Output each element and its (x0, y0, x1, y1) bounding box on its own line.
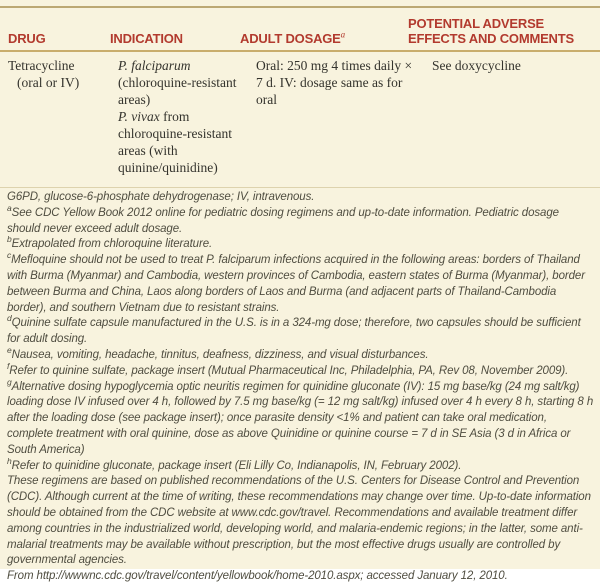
cell-adult-dosage (256, 57, 432, 187)
cell-adverse-effects (432, 57, 596, 187)
indication-text: from chloroquine-resistant areas (with quinine/quinidine) (118, 109, 232, 175)
footnote-marker: h (7, 455, 12, 466)
footnote: $^f$Refer to quinine sulfate, package insert (Mutual Pharmaceutical Inc, Philadelphia, PA, Rev 08, November 2009). (7, 360, 569, 377)
footnote: $^h$Refer to quinidine gluconate, package insert (Eli Lilly Co, Indianapolis, IN, February 2002). (7, 455, 462, 472)
adverse-text: See doxycycline (432, 58, 521, 73)
footnote: $^c$Mefloquine should not be used to treat P. falciparum infections acquired in the following areas: borders of Thailand with Burma (Myanmar) and Cambodia, western provinces of Cambodia, eastern states of Burma (Myanmar), border between Burma and China, Laos along borders of Laos and Burma (and adjacent parts of Thailand-Cambodia border), and southern Vietnam due to resistant strains. (7, 250, 585, 314)
footnote-marker: f (7, 360, 10, 371)
indication-text: (chloroquine-resistant areas) (118, 75, 237, 107)
footnote: $^a$See CDC Yellow Book 2012 online for pediatric dosing regimens and up-to-date information. Pediatric dosage should never exceed adult dosage. (7, 202, 559, 235)
table-body-row (8, 57, 596, 187)
footnote: G6PD, glucose-6-phosphate dehydrogenase; IV, intravenous. (7, 191, 315, 203)
footnotes-section (7, 190, 595, 585)
footnote-marker: b (7, 234, 12, 245)
cell-drug (8, 57, 118, 187)
table-header-row (8, 9, 596, 49)
column-header-drug: DRUG (8, 31, 46, 46)
column-header-potential-adverse-effects-and-comments: POTENTIAL ADVERSE EFFECTS AND COMMENTS (408, 16, 574, 46)
dosage-text: Oral: 250 mg 4 times daily × 7 d. IV: dosage same as for oral (256, 58, 413, 107)
footnote-marker: a (7, 202, 12, 213)
indication-entry (118, 57, 248, 108)
cell-indication (118, 57, 256, 187)
footnote-divider-rule (0, 187, 600, 188)
indication-entry (118, 108, 248, 176)
drug-name: Tetracycline (8, 58, 75, 73)
species-name: P. falciparum (118, 58, 191, 73)
footnote: These regimens are based on published recommendations of the U.S. Centers for Disease Control and Prevention (CDC). Although current at the time of writing, these recommendations may change over time. Up-to-date information should be obtained from the CDC website at www.cdc.gov/travel. Recommendations and available treatment differ among countries in the industrialized world, developing world, and malaria-endemic regions; in the latter, some anti-malarial treatments may be available without prescription, but the most effective drugs usually are controlled by governmental agencies. (7, 475, 591, 567)
footnote: $^g$Alternative dosing hypoglycemia optic neuritis regimen for quinidine gluconate (IV): 15 mg base/kg (24 mg salt/kg) loading dose IV infused over 4 h, followed by 7.5 mg base/kg (= 12 mg salt/kg) infused over 4 h every 8 h, starting 8 h after the loading dose (see package insert); once parasite density <1% and patient can take oral medication, complete treatment with oral quinine, dose as above Quinidine or quinine course = 7 d in SE Asia (3 d in Africa or South America) (7, 376, 594, 456)
header-underline-rule (0, 50, 600, 52)
species-name: P. vivax (118, 109, 160, 124)
footnote: $^d$Quinine sulfate capsule manufactured in the U.S. is in a 324-mg dose; therefore, two capsules should be sufficient for adult dosing. (7, 313, 581, 346)
footnote-marker: d (7, 313, 12, 324)
footnote-marker: c (7, 250, 12, 261)
column-header-indication: INDICATION (110, 31, 183, 46)
drug-route: (oral or IV) (17, 75, 80, 90)
footnote: $^b$Extrapolated from chloroquine literature. (7, 234, 213, 251)
column-header-adult-dosage: ADULT DOSAGE$^a$ (240, 29, 345, 46)
top-border-rule (0, 6, 600, 8)
footnote-marker: e (7, 345, 12, 356)
footnote: From http://wwwnc.cdc.gov/travel/content/yellowbook/home-2010.aspx; accessed January 12, 2010. (7, 570, 508, 583)
footnote: $^e$Nausea, vomiting, headache, tinnitus, deafness, dizziness, and visual disturbances. (7, 345, 429, 361)
footnote-marker: g (7, 376, 12, 387)
